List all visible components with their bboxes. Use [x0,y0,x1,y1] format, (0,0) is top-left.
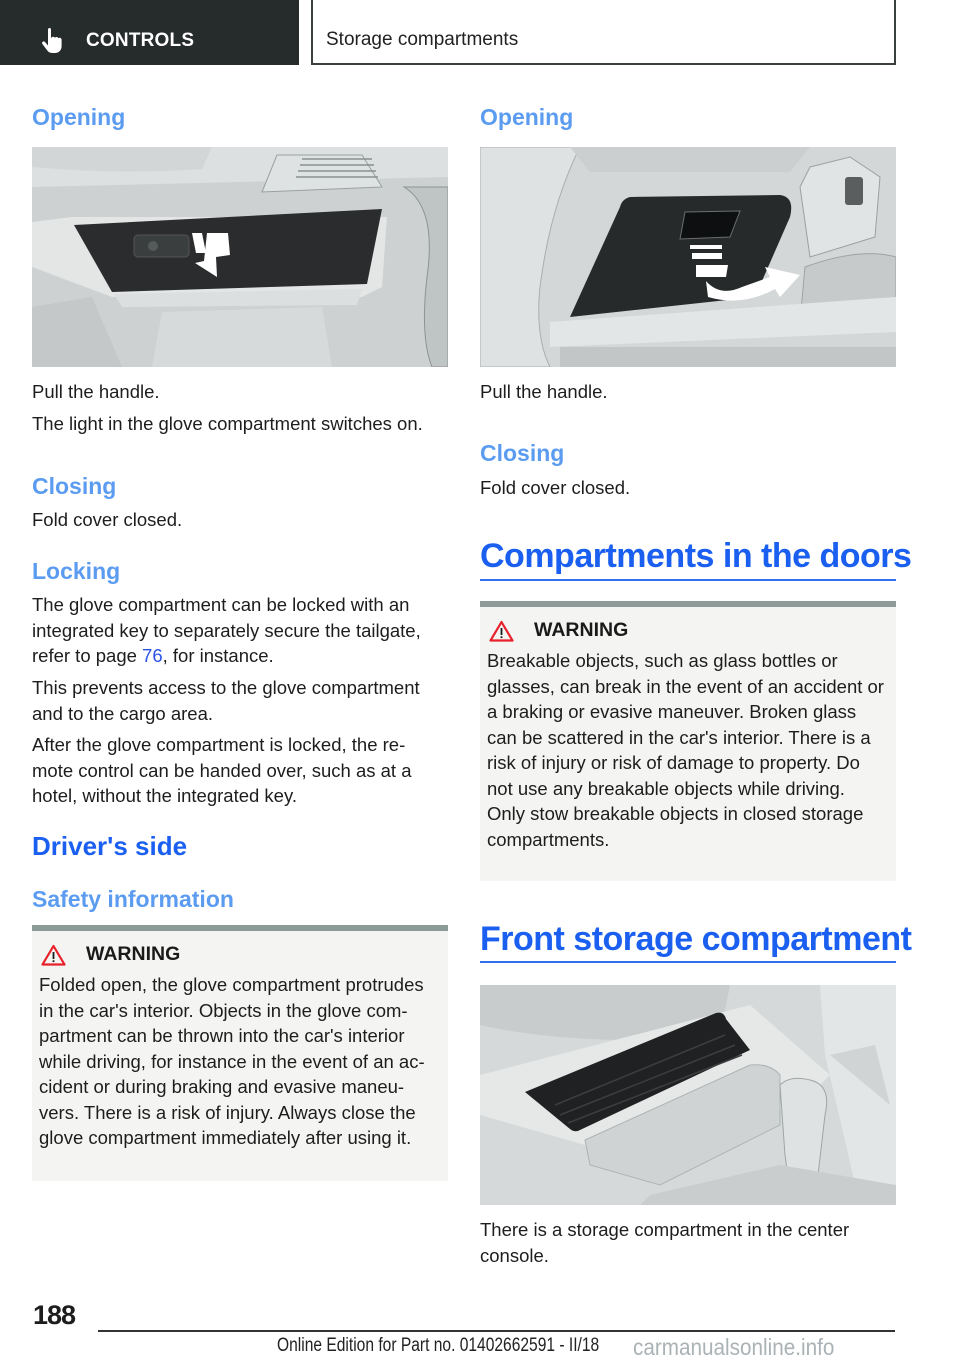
glove-compartment-handle-illustration [32,147,448,367]
front-storage-text: There is a storage compartment in the center console. [480,1219,850,1266]
chapter-header [311,0,896,65]
safety-information-heading: Safety information [32,886,234,912]
warning-triangle-icon [41,944,66,966]
center-console-figure [480,985,896,1205]
compartments-in-doors-heading: Compartments in the doors [480,537,912,575]
locking-text-2: This prevents access to the glove compartment and to the cargo area. [32,677,420,724]
front-storage-heading: Front storage compartment [480,920,912,958]
warning-title-row [39,943,440,966]
warning-box-doors [480,601,896,881]
warning-title: WARNING [86,943,181,965]
heading-rule [480,961,896,963]
opening-heading: Opening [32,104,126,130]
warning-body: Folded open, the glove compartment protrudes in the car's interior. Objects in the glove com-partment can be thrown into the car's interior while driving, for instance in the event of an ac-cident or during braking and evasive maneu-vers. There is a risk of injury. Always close the glove compartment immediately after using it. [39,974,425,1148]
footer-rule [98,1330,895,1332]
chapter-title: Storage compartments [326,29,519,50]
watermark: carmanualsonline.info [633,1334,835,1360]
warning-box [32,925,448,1181]
closing-text-right: Fold cover closed. [480,477,631,498]
drivers-side-heading: Driver's side [32,831,188,861]
locking-text-1-post: , for instance. [162,645,274,666]
warning-title-row [487,619,888,642]
heading-rule [480,579,896,581]
closing-text: Fold cover closed. [32,509,183,530]
closing-heading-right: Closing [480,440,565,466]
drivers-side-figure [480,147,896,367]
page-number: 188 [33,1300,76,1330]
warning-body: Breakable objects, such as glass bottles or glasses, can break in the event of an accident or a braking or evasive maneuver. Broken glass can be scattered in the car's interior. There is a risk of injury or risk of damage to property. Do not use any breakable objects while driving. Only stow breakable objects in closed storage compartments. [487,650,884,850]
drivers-side-compartment-illustration [480,147,896,367]
opening-text-1: Pull the handle. [32,381,160,402]
locking-text-1-pre: The glove compartment can be locked with an integrated key to separately secure the tailgate, refer to page [32,594,421,666]
warning-triangle-icon [489,620,514,642]
center-console-storage-illustration [480,985,896,1205]
locking-text-3: After the glove compartment is locked, the re-mote control can be handed over, such as at a hotel, without the integrated key. [32,734,412,806]
opening-text-2: The light in the glove compartment switches on. [32,413,423,434]
opening-text-right: Pull the handle. [480,381,608,402]
locking-text-1 [32,592,442,669]
section-label: CONTROLS [86,30,195,51]
section-tab [0,0,299,65]
closing-heading: Closing [32,473,117,499]
page-76-link[interactable]: 76 [142,645,163,666]
warning-title: WARNING [534,619,629,641]
glove-compartment-figure [32,147,448,367]
opening-heading-right: Opening [480,104,574,130]
edition-text: Online Edition for Part no. 01402662591 - II/18 [277,1335,600,1356]
locking-heading: Locking [32,558,121,584]
pointing-hand-icon [40,28,64,54]
